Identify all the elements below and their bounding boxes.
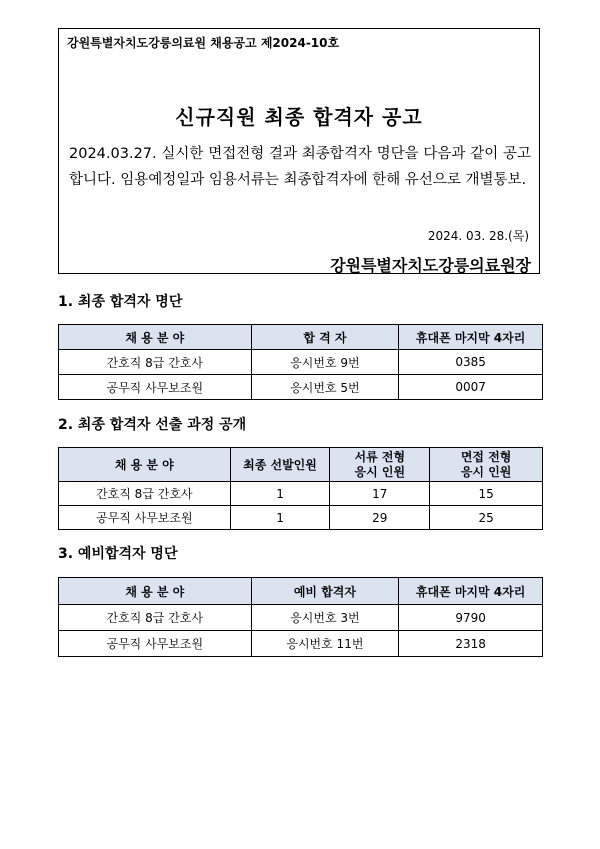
- notice-title: 신규직원 최종 합격자 공고: [175, 105, 423, 129]
- table-row: [59, 350, 543, 375]
- table-row: [59, 482, 543, 506]
- header-cell: 채 용 분 야: [59, 448, 231, 482]
- table-cell: 17: [330, 482, 430, 506]
- table-cell: 응시번호 3번: [251, 605, 399, 631]
- table-header-row: [59, 578, 543, 605]
- header-cell: 합 격 자: [251, 325, 399, 350]
- header-cell: 예비 합격자: [251, 578, 399, 605]
- selection-process-table: [58, 447, 543, 530]
- section-1-title: 1. 최종 합격자 명단: [58, 294, 183, 310]
- table-cell: 공무직 사무보조원: [59, 506, 231, 530]
- notice-box: [58, 28, 540, 274]
- notice-issuer: 강원특별자치도강릉의료원장: [330, 256, 531, 275]
- header-cell: 채 용 분 야: [59, 578, 252, 605]
- table-cell: 응시번호 9번: [251, 350, 399, 375]
- table-cell: 1: [230, 482, 330, 506]
- header-cell: 면접 전형 응시 인원: [430, 448, 543, 482]
- table-cell: 9790: [399, 605, 543, 631]
- notice-body: 2024.03.27. 실시한 면접전형 결과 최종합격자 명단을 다음과 같이 공고합니다. 임용예정일과 임용서류는 최종합격자에 한해 유선으로 개별통보.: [69, 146, 531, 188]
- reserve-pass-table: [58, 577, 543, 657]
- section-3-title: 3. 예비합격자 명단: [58, 546, 178, 562]
- table-row: [59, 506, 543, 530]
- table-row: [59, 605, 543, 631]
- table-cell: 공무직 사무보조원: [59, 375, 252, 400]
- table-header-row: [59, 448, 543, 482]
- table-cell: 간호직 8급 간호사: [59, 605, 252, 631]
- header-cell: 서류 전형 응시 인원: [330, 448, 430, 482]
- table-cell: 0007: [399, 375, 543, 400]
- table-cell: 간호직 8급 간호사: [59, 350, 252, 375]
- table-cell: 25: [430, 506, 543, 530]
- final-pass-table: [58, 324, 543, 400]
- header-cell: 최종 선발인원: [230, 448, 330, 482]
- header-cell: 채 용 분 야: [59, 325, 252, 350]
- table-cell: 29: [330, 506, 430, 530]
- table-cell: 응시번호 5번: [251, 375, 399, 400]
- table-row: [59, 375, 543, 400]
- header-cell: 휴대폰 마지막 4자리: [399, 578, 543, 605]
- table-header-row: [59, 325, 543, 350]
- table-cell: 응시번호 11번: [251, 631, 399, 657]
- table-cell: 1: [230, 506, 330, 530]
- section-2-title: 2. 최종 합격자 선출 과정 공개: [58, 417, 247, 433]
- notice-number: 강원특별자치도강릉의료원 채용공고 제2024-10호: [67, 36, 340, 50]
- table-cell: 15: [430, 482, 543, 506]
- notice-date: 2024. 03. 28.(목): [427, 229, 529, 243]
- table-cell: 2318: [399, 631, 543, 657]
- table-cell: 간호직 8급 간호사: [59, 482, 231, 506]
- table-cell: 0385: [399, 350, 543, 375]
- header-cell: 휴대폰 마지막 4자리: [399, 325, 543, 350]
- table-cell: 공무직 사무보조원: [59, 631, 252, 657]
- table-row: [59, 631, 543, 657]
